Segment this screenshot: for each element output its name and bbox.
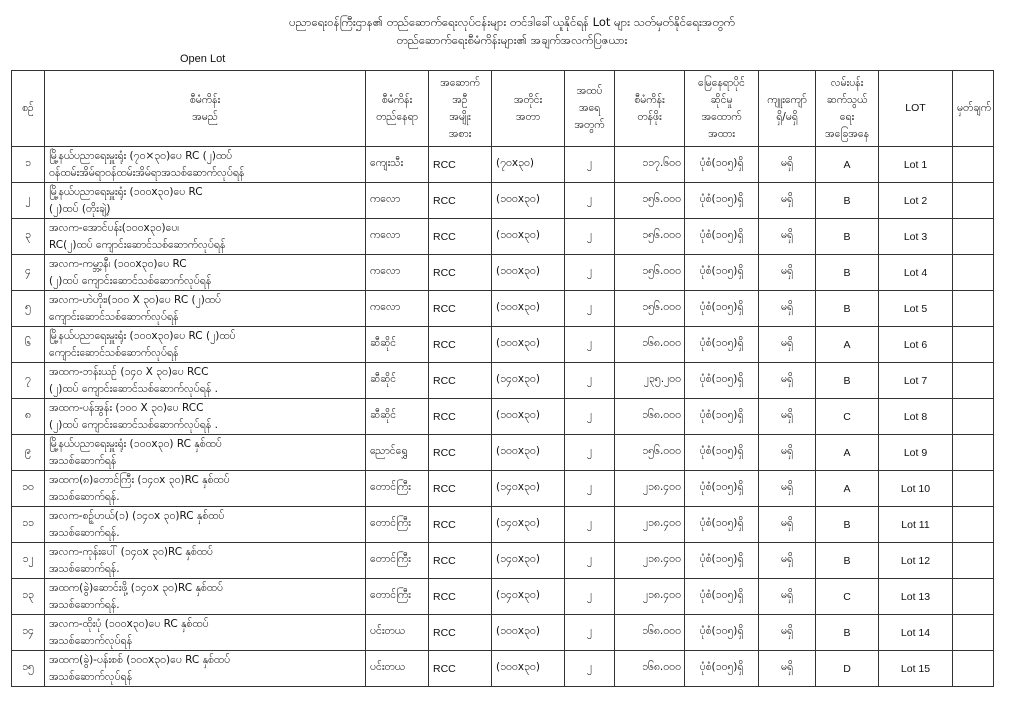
cell-remarks <box>953 579 994 615</box>
cell-remarks <box>953 435 994 471</box>
cell-project-name: အလက-ကုန်းပေါ် (၁၄၀x ၃၀)RC နှစ်ထပ် အသစ်ဆောက်ရန်. <box>45 543 366 579</box>
cell-floor-count: ၂ <box>565 363 615 399</box>
cell-remarks <box>953 147 994 183</box>
cell-encroachment: မရှိ <box>759 255 816 291</box>
cell-serial-no: ၂ <box>12 183 45 219</box>
table-row <box>12 363 994 399</box>
cell-land-ownership: ပုံစံ(၁၀၅)ရှိ <box>685 327 759 363</box>
cell-floor-count: ၂ <box>565 255 615 291</box>
cell-dimensions: (၁၀၀x၃၀) <box>492 327 565 363</box>
cell-project-value: ၁၅၆.၀၀၀ <box>615 435 685 471</box>
cell-serial-no: ၇ <box>12 363 45 399</box>
cell-road-access: B <box>816 507 879 543</box>
table-row <box>12 543 994 579</box>
cell-project-name: အလက-စဉ့်ဟယ်(၁) (၁၄၀x ၃၀)RC နှစ်ထပ် အသစ်ဆောက်ရန်. <box>45 507 366 543</box>
cell-building-type: RCC <box>429 651 492 687</box>
cell-lot: Lot 13 <box>879 579 953 615</box>
cell-serial-no: ၅ <box>12 291 45 327</box>
cell-lot: Lot 8 <box>879 399 953 435</box>
cell-project-value: ၁၅၆.၀၀၀ <box>615 219 685 255</box>
cell-project-name: အထက(ခွဲ)ဆောင်းဖို့ (၁၄၀x ၃၀)RC နှစ်ထပ် အသစ်ဆောက်ရန်. <box>45 579 366 615</box>
cell-project-location: ပင်းတယ <box>366 651 429 687</box>
cell-serial-no: ၉ <box>12 435 45 471</box>
cell-project-name: အထက-ပန်အွန်း (၁၀၀ X ၃၀)ပေ RCC (၂)ထပ် ကျောင်းဆောင်သစ်ဆောက်လုပ်ရန် . <box>45 399 366 435</box>
cell-dimensions: (၁၀၀x၃၀) <box>492 651 565 687</box>
cell-lot: Lot 3 <box>879 219 953 255</box>
table-row <box>12 255 994 291</box>
cell-project-name: အလက-ကမ္ဘာ့နီ၊ (၁၀၀x၃၀)ပေ RC (၂)ထပ် ကျောင်းဆောင်သစ်ဆောက်လုပ်ရန် <box>45 255 366 291</box>
cell-road-access: B <box>816 219 879 255</box>
cell-dimensions: (၁၀၀x၃၀) <box>492 183 565 219</box>
table-row <box>12 471 994 507</box>
cell-project-value: ၁၆၈.၀၀၀ <box>615 327 685 363</box>
cell-road-access: B <box>816 291 879 327</box>
cell-floor-count: ၂ <box>565 219 615 255</box>
cell-land-ownership: ပုံစံ(၁၀၅)ရှိ <box>685 651 759 687</box>
cell-serial-no: ၃ <box>12 219 45 255</box>
cell-building-type: RCC <box>429 327 492 363</box>
table-row <box>12 615 994 651</box>
cell-dimensions: (၇၀x၃၀) <box>492 147 565 183</box>
cell-project-value: ၁၆၈.၀၀၀ <box>615 399 685 435</box>
cell-building-type: RCC <box>429 147 492 183</box>
cell-serial-no: ၈ <box>12 399 45 435</box>
cell-serial-no: ၁၄ <box>12 615 45 651</box>
cell-project-name: အလက-ဟဲဟိုး၊(၁၀၀ X ၃၀)ပေ RC (၂)ထပ် ကျောင်းဆောင်သစ်ဆောက်လုပ်ရန် <box>45 291 366 327</box>
cell-serial-no: ၁၂ <box>12 543 45 579</box>
cell-land-ownership: ပုံစံ(၁၀၅)ရှိ <box>685 219 759 255</box>
cell-project-value: ၂၁၈.၄၀၀ <box>615 543 685 579</box>
cell-building-type: RCC <box>429 435 492 471</box>
cell-floor-count: ၂ <box>565 435 615 471</box>
cell-road-access: C <box>816 579 879 615</box>
cell-lot: Lot 7 <box>879 363 953 399</box>
cell-project-location: ကလော <box>366 291 429 327</box>
cell-encroachment: မရှိ <box>759 147 816 183</box>
cell-land-ownership: ပုံစံ(၁၀၅)ရှိ <box>685 471 759 507</box>
cell-road-access: A <box>816 147 879 183</box>
cell-remarks <box>953 651 994 687</box>
cell-project-value: ၁၅၆.၀၀၀ <box>615 183 685 219</box>
cell-dimensions: (၁၀၀x၃၀) <box>492 399 565 435</box>
cell-lot: Lot 14 <box>879 615 953 651</box>
cell-project-location: တောင်ကြီး <box>366 543 429 579</box>
cell-project-name: မြို့နယ်ပညာရေးမှူးရုံး (၇၀×၃၀)ပေ RC (၂)ထပ် ဝန်ထမ်းအိမ်ရာဝန်ထမ်းအိမ်ရာအသစ်ဆောက်လုပ်ရန် <box>45 147 366 183</box>
cell-remarks <box>953 219 994 255</box>
cell-building-type: RCC <box>429 363 492 399</box>
cell-road-access: B <box>816 183 879 219</box>
cell-building-type: RCC <box>429 543 492 579</box>
cell-land-ownership: ပုံစံ(၁၀၅)ရှိ <box>685 507 759 543</box>
cell-remarks <box>953 507 994 543</box>
header-serial-no: စဉ် <box>12 71 45 147</box>
header-dimensions: အတိုင်း အတာ <box>492 71 565 147</box>
cell-project-name: အလက-ထိုးပုံ (၁၀၀x၃၀)ပေ RC နှစ်ထပ် အသစ်ဆောက်လုပ်ရန် <box>45 615 366 651</box>
cell-dimensions: (၁၀၀x၃၀) <box>492 219 565 255</box>
cell-serial-no: ၁၃ <box>12 579 45 615</box>
cell-encroachment: မရှိ <box>759 363 816 399</box>
header-encroachment: ကျူးကျော် ရှိ/မရှိ <box>759 71 816 147</box>
cell-remarks <box>953 327 994 363</box>
cell-serial-no: ၄ <box>12 255 45 291</box>
cell-dimensions: (၁၄၀x၃၀) <box>492 507 565 543</box>
cell-land-ownership: ပုံစံ(၁၀၅)ရှိ <box>685 255 759 291</box>
cell-lot: Lot 6 <box>879 327 953 363</box>
cell-land-ownership: ပုံစံ(၁၀၅)ရှိ <box>685 183 759 219</box>
cell-project-name: အထက(၈)တောင်ကြီး (၁၄၀x ၃၀)RC နှစ်ထပ် အသစ်ဆောက်ရန်. <box>45 471 366 507</box>
cell-building-type: RCC <box>429 471 492 507</box>
header-remarks: မှတ်ချက် <box>953 71 994 147</box>
cell-land-ownership: ပုံစံ(၁၀၅)ရှိ <box>685 399 759 435</box>
cell-building-type: RCC <box>429 291 492 327</box>
cell-building-type: RCC <box>429 579 492 615</box>
cell-land-ownership: ပုံစံ(၁၀၅)ရှိ <box>685 435 759 471</box>
cell-remarks <box>953 471 994 507</box>
cell-floor-count: ၂ <box>565 543 615 579</box>
cell-project-value: ၂၁၈.၄၀၀ <box>615 579 685 615</box>
cell-encroachment: မရှိ <box>759 507 816 543</box>
cell-serial-no: ၁၁ <box>12 507 45 543</box>
cell-dimensions: (၁၀၀x၃၀) <box>492 615 565 651</box>
cell-project-location: ဆီဆိုင် <box>366 399 429 435</box>
cell-dimensions: (၁၄၀x၃၀) <box>492 363 565 399</box>
cell-road-access: A <box>816 435 879 471</box>
cell-encroachment: မရှိ <box>759 615 816 651</box>
cell-project-location: ဆီဆိုင် <box>366 327 429 363</box>
cell-floor-count: ၂ <box>565 615 615 651</box>
document-title-line-2: တည်ဆောက်ရေးစီမံကိန်းများ၏ အချက်အလက်ပြဇယား <box>396 33 628 47</box>
cell-encroachment: မရှိ <box>759 291 816 327</box>
cell-project-location: ကလော <box>366 183 429 219</box>
table-row <box>12 651 994 687</box>
cell-project-name: အထက-ဘန်းယဉ် (၁၄၀ X ၃၀)ပေ RCC (၂)ထပ် ကျောင်းဆောင်သစ်ဆောက်လုပ်ရန် . <box>45 363 366 399</box>
cell-floor-count: ၂ <box>565 183 615 219</box>
header-project-value: စီမံကိန်း တန်ဖိုး <box>615 71 685 147</box>
cell-remarks <box>953 363 994 399</box>
cell-floor-count: ၂ <box>565 327 615 363</box>
cell-road-access: B <box>816 543 879 579</box>
table-row <box>12 147 994 183</box>
cell-lot: Lot 12 <box>879 543 953 579</box>
cell-road-access: D <box>816 651 879 687</box>
table-row <box>12 435 994 471</box>
table-header-row <box>12 71 994 147</box>
cell-project-location: ကလော <box>366 219 429 255</box>
cell-building-type: RCC <box>429 255 492 291</box>
cell-remarks <box>953 543 994 579</box>
cell-lot: Lot 10 <box>879 471 953 507</box>
cell-project-location: ညောင်ရွှေ <box>366 435 429 471</box>
cell-land-ownership: ပုံစံ(၁၀၅)ရှိ <box>685 291 759 327</box>
header-lot: LOT <box>879 71 953 147</box>
header-road-access: လမ်းပန်း ဆက်သွယ် ရေး အခြေအနေ <box>816 71 879 147</box>
cell-land-ownership: ပုံစံ(၁၀၅)ရှိ <box>685 579 759 615</box>
cell-dimensions: (၁၄၀x၃၀) <box>492 543 565 579</box>
cell-encroachment: မရှိ <box>759 327 816 363</box>
cell-remarks <box>953 399 994 435</box>
section-label-open-lot: Open Lot <box>180 53 226 65</box>
cell-project-value: ၁၆၈.၀၀၀ <box>615 615 685 651</box>
cell-project-name: အလက-အောင်ပန်း(၁၀၀x၃၀)ပေ၊ RC(၂)ထပ် ကျောင်းဆောင်သစ်ဆောက်လုပ်ရန် <box>45 219 366 255</box>
cell-project-location: ဆီဆိုင် <box>366 363 429 399</box>
cell-remarks <box>953 291 994 327</box>
cell-road-access: B <box>816 363 879 399</box>
cell-project-location: ကျေးသီး <box>366 147 429 183</box>
cell-project-value: ၁၅၆.၀၀၀ <box>615 291 685 327</box>
cell-project-location: တောင်ကြီး <box>366 507 429 543</box>
cell-project-location: တောင်ကြီး <box>366 579 429 615</box>
cell-project-value: ၂၃၅.၂၀၀ <box>615 363 685 399</box>
document-title-line-1: ပညာရေးဝန်ကြီးဌာန၏ တည်ဆောက်ရေးလုပ်ငန်းများ တင်ဒါခေါ်ယူနိုင်ရန် Lot များ သတ်မှတ်နိုင်ရေးအတွက် <box>289 15 735 29</box>
cell-land-ownership: ပုံစံ(၁၀၅)ရှိ <box>685 363 759 399</box>
cell-land-ownership: ပုံစံ(၁၀၅)ရှိ <box>685 147 759 183</box>
cell-project-value: ၂၁၈.၄၀၀ <box>615 471 685 507</box>
table-row <box>12 579 994 615</box>
cell-encroachment: မရှိ <box>759 219 816 255</box>
cell-dimensions: (၁၀၀x၃၀) <box>492 435 565 471</box>
cell-project-value: ၂၁၈.၄၀၀ <box>615 507 685 543</box>
cell-encroachment: မရှိ <box>759 543 816 579</box>
cell-lot: Lot 11 <box>879 507 953 543</box>
table-row <box>12 399 994 435</box>
table-row <box>12 219 994 255</box>
cell-floor-count: ၂ <box>565 291 615 327</box>
cell-lot: Lot 9 <box>879 435 953 471</box>
cell-project-value: ၁၁၇.၆၀၀ <box>615 147 685 183</box>
cell-encroachment: မရှိ <box>759 183 816 219</box>
cell-building-type: RCC <box>429 219 492 255</box>
cell-lot: Lot 5 <box>879 291 953 327</box>
cell-serial-no: ၁ <box>12 147 45 183</box>
table-row <box>12 507 994 543</box>
cell-project-name: မြို့နယ်ပညာရေးမှူးရုံး (၁၀၀x၃၀)ပေ RC (၂)ထပ် (တိုးချဲ့) <box>45 183 366 219</box>
cell-project-name: အထက(ခွဲ)-ပန်းစစ် (၁၀၀x၃၀)ပေ RC နှစ်ထပ် အသစ်ဆောက်လုပ်ရန် <box>45 651 366 687</box>
cell-building-type: RCC <box>429 507 492 543</box>
header-building-type: အဆောက် အဦ အမျိုး အစား <box>429 71 492 147</box>
cell-road-access: A <box>816 471 879 507</box>
cell-land-ownership: ပုံစံ(၁၀၅)ရှိ <box>685 543 759 579</box>
cell-lot: Lot 2 <box>879 183 953 219</box>
cell-dimensions: (၁၀၀x၃၀) <box>492 255 565 291</box>
cell-remarks <box>953 615 994 651</box>
cell-dimensions: (၁၄၀x၃၀) <box>492 579 565 615</box>
cell-project-location: ကလော <box>366 255 429 291</box>
cell-floor-count: ၂ <box>565 399 615 435</box>
cell-project-value: ၁၅၆.၀၀၀ <box>615 255 685 291</box>
cell-project-value: ၁၆၈.၀၀၀ <box>615 651 685 687</box>
cell-floor-count: ၂ <box>565 579 615 615</box>
cell-road-access: B <box>816 255 879 291</box>
cell-project-name: မြို့နယ်ပညာရေးမှူးရုံး (၁၀၀x၃၀) RC နှစ်ထပ် အသစ်ဆောက်ရန် <box>45 435 366 471</box>
cell-remarks <box>953 183 994 219</box>
header-project-name: စီမံကိန်း အမည် <box>45 71 366 147</box>
table-row <box>12 327 994 363</box>
cell-remarks <box>953 255 994 291</box>
header-land-ownership: မြေနေရာပိုင် ဆိုင်မှု အထောက် အထား <box>685 71 759 147</box>
table-row <box>12 291 994 327</box>
cell-dimensions: (၁၀၀x၃၀) <box>492 291 565 327</box>
cell-encroachment: မရှိ <box>759 579 816 615</box>
cell-encroachment: မရှိ <box>759 435 816 471</box>
cell-lot: Lot 15 <box>879 651 953 687</box>
cell-road-access: B <box>816 615 879 651</box>
cell-floor-count: ၂ <box>565 507 615 543</box>
cell-encroachment: မရှိ <box>759 651 816 687</box>
cell-road-access: A <box>816 327 879 363</box>
cell-road-access: C <box>816 399 879 435</box>
cell-encroachment: မရှိ <box>759 471 816 507</box>
cell-serial-no: ၁၅ <box>12 651 45 687</box>
cell-lot: Lot 1 <box>879 147 953 183</box>
cell-floor-count: ၂ <box>565 471 615 507</box>
cell-land-ownership: ပုံစံ(၁၀၅)ရှိ <box>685 615 759 651</box>
cell-project-location: တောင်ကြီး <box>366 471 429 507</box>
cell-building-type: RCC <box>429 399 492 435</box>
cell-encroachment: မရှိ <box>759 399 816 435</box>
header-project-location: စီမံကိန်း တည်နေရာ <box>366 71 429 147</box>
cell-serial-no: ၆ <box>12 327 45 363</box>
cell-project-name: မြို့နယ်ပညာရေးမှူးရုံး (၁၀၀x၃၀)ပေ RC (၂)ထပ် ကျောင်းဆောင်သစ်ဆောက်လုပ်ရန် <box>45 327 366 363</box>
cell-floor-count: ၂ <box>565 147 615 183</box>
table-row <box>12 183 994 219</box>
cell-building-type: RCC <box>429 615 492 651</box>
header-floor-count: အထပ် အရေ အတွက် <box>565 71 615 147</box>
cell-floor-count: ၂ <box>565 651 615 687</box>
project-lot-table <box>11 70 994 687</box>
cell-serial-no: ၁၀ <box>12 471 45 507</box>
cell-building-type: RCC <box>429 183 492 219</box>
cell-dimensions: (၁၄၀x၃၀) <box>492 471 565 507</box>
cell-lot: Lot 4 <box>879 255 953 291</box>
cell-project-location: ပင်းတယ <box>366 615 429 651</box>
